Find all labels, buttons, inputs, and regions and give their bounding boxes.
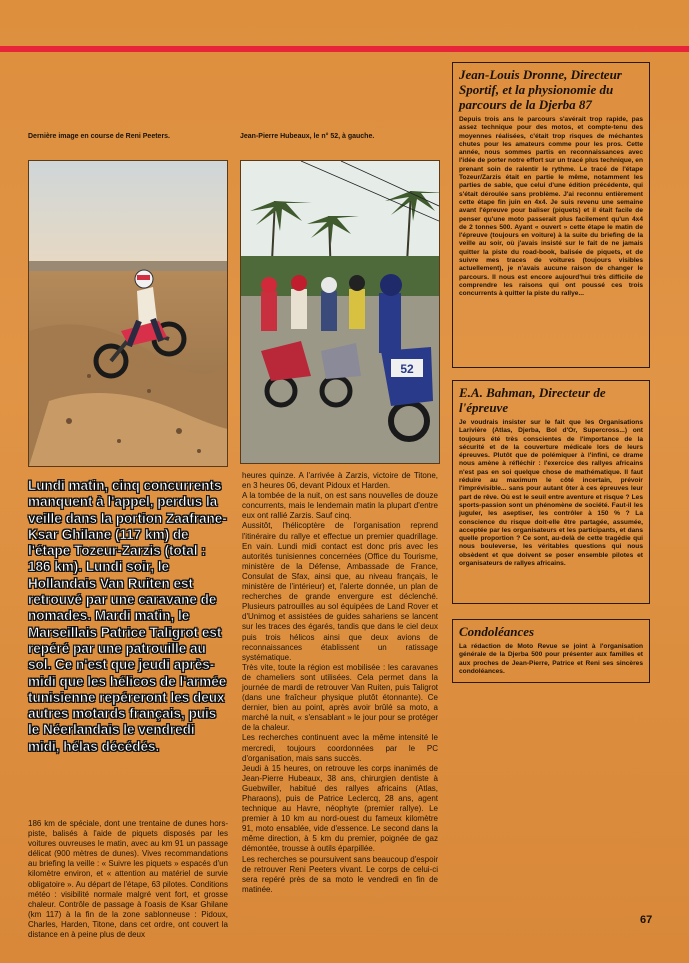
- bahman-text: Je voudrais insister sur le fait que les Organisations Larivière (Atlas, Djerba, Bol d'Or, Supercross...) ont toujours été très conscientes de l'importance de la sécurité et de la couverture médicale lors de leurs épreuves. Plutôt que de polémiquer à l'infini, ce drame nous amène à réfléchir : l'exercice des rallyes africains n'est pas en soi quelque chose de mathématique. Il faut réduire au maximum le côté incertain, prévoir l'imprévisible... sans pour autant ôter à ces épreuves leur part de rêve. Où est le seuil entre aventure et risque ? Les sports-passion sont un phénomène de société. Faut-il les juguler, les aseptiser, les contrôler à 150 % ? La conscience du risque doit-elle être partagée, assumée, acceptée par les organisateurs et les participants, et dans quelle proportion ? Ce sont, au-delà de cette tragédie qui nous bouleverse, les véritables questions qui nous obsèdent et que doivent se poser ensemble pilotes et organisateurs de rallyes africains.: [459, 419, 643, 568]
- photo-riders-start: [240, 160, 440, 464]
- col2-paragraph-5: Les recherches continuent avec la même intensité le mercredi, toujours coordonnées par le PC d'organisation, mais sans succès.: [242, 733, 438, 763]
- page-number: 67: [640, 914, 653, 926]
- desert-rider-illustration: [29, 161, 227, 466]
- body-column-1: [28, 819, 228, 940]
- top-red-rule: [0, 46, 689, 52]
- condoleances-title: Condoléances: [459, 624, 535, 639]
- col2-paragraph-7: Les recherches se poursuivent sans beaucoup d'espoir de retrouver Reni Peeters vivant. Le corps de celui-ci sera repéré près de sa moto le vendredi en fin de matinée.: [242, 854, 438, 894]
- riders-group-illustration: [241, 161, 439, 463]
- sidebar-box-condoleances: [452, 619, 650, 683]
- body-column-2: [242, 471, 438, 895]
- race-bib-number: 52: [400, 362, 414, 376]
- dronne-text: Depuis trois ans le parcours s'avérait trop rapide, pas assez technique pour des motos, et compte-tenu des moyennes réalisées, c'était trop risques de méchantes chutes pour les amateurs comme pour les pros. Cette année, nous sommes partis en reconnaissances avec l'idée de porter notre effort sur un tracé plus technique, en prenant soin de ralentir le rythme. Le tracé de l'étape Tozeur/Zarzis était en partie le même, notamment les parties de sable, que celui d'une édition précédente, qui s'était déroulée sans problème. J'ai reconnu entièrement cette étape fin juin en 4x4. Je suis revenu une semaine avant l'épreuve pour baliser (piquets) et il était facile de penser qu'une moto passerait plus facilement qu'un 4x4 de 2 tonnes 500. Ayant « ouvert » cette étape le matin de l'épreuve (toujours en voiture) à la suite du briefing de la veille au soir, où j'avais insisté sur le fait de ne jamais quitter la piste du road-book, balisée de piquets, et de suivre mes traces de voitures (toujours visibles actuellement), je n'avais aucune raison de changer le parcours. Il nous est encore aujourd'hui très difficile de comprendre les raisons qui ont poussé ces trois concurrents à quitter la piste du rallye...: [459, 116, 643, 298]
- photo-desert-rider: [28, 160, 228, 467]
- col2-paragraph-3: Aussitôt, l'hélicoptère de l'organisation reprend l'itinéraire du rallye et effectue un premier quadrillage. En vain. Lundi midi contact est donc pris avec les autorités tunisiennes concernées (Office du Tourisme, ministère de la Défense, Ambassade de France, Consulat de Sfax, ainsi que, au niveau français, le ministère de l'intérieur) et, l'alerte donnée, un plan de recherches de grande envergure est déclenché. Plusieurs patrouilles au sol équipées de Land Rover et d'Unimog et assistées de guides sahariens se lancent sur les traces des égarés, tandis que dans le ciel deux puis trois hélicos ainsi que deux avions de reconnaissances établissent un ratissage systématique.: [242, 521, 438, 662]
- col2-paragraph-2: A la tombée de la nuit, on est sans nouvelles de douze concurrents, mais le lendemain matin la plupart d'entre eux ont rallié Zarzis. Sauf cinq.: [242, 491, 438, 521]
- lead-paragraph: Lundi matin, cinq concurrents manquent à l'appel, perdus la veille dans la portion Zaafrane-Ksar Ghilane (117 km) de l'étape Tozeur-Zarzis (total : 186 km). Lundi soir, le Hollandais Van Ruiten est retrouvé par une caravane de nomades. Mardi matin, le Marseillais Patrice Taligrot est repéré par une patrouille au sol. Ce n'est que jeudi après-midi que les hélicos de l'armée tunisienne repéreront les deux autres motards français, puis le Néerlandais le vendredi midi, hélas décédés.: [28, 478, 227, 754]
- col2-paragraph-6: Jeudi à 15 heures, on retrouve les corps inanimés de Jean-Pierre Hubeaux, 38 ans, chirurgien dentiste à Guebwiller, habitué des rallyes africains (Atlas, Pharaons), puis de Patrice Leclercq, 28 ans, agent technique au Havre, néophyte (premier rallye). Le premier à 10 km au nord-ouest du fameux kilomètre 91, moto ensablée, vide d'essence. Le second dans la même direction, à 5 km du premier, poignée de gaz démontée, trousse à outils éparpillée.: [242, 763, 438, 854]
- caption-left: Dernière image en course de Reni Peeters.: [28, 133, 171, 140]
- col2-paragraph-1: heures quinze. A l'arrivée à Zarzis, victoire de Titone, en 3 heures 06, devant Pidoux et Harden.: [242, 471, 438, 491]
- caption-right: Jean-Pierre Hubeaux, le n° 52, à gauche.: [240, 133, 375, 140]
- sidebar-box-bahman: [452, 380, 650, 604]
- col1-paragraph: 186 km de spéciale, dont une trentaine de dunes hors-piste, balisés à l'aide de piquets disposés par les voitures ouvreuses le matin, avec au km 91 un passage délicat (900 mètres de dunes). Vives recommandations au briefing la veille : « Suivre les piquets » espacés d'un kilomètre environ, et « attention au matériel de survie obligatoire ». Au départ de l'étape, 63 pilotes. Conditions météo : visibilité normale malgré vent fort, et grosse chaleur. Contrôle de passage à l'oasis de Ksar Ghilane (km 117) à la fin de la zone sablonneuse : Pidoux, Charles, Harden, Titone, dans cet ordre, ont couvert la distance en à peine plus de deux: [28, 819, 228, 940]
- bahman-title: E.A. Bahman, Directeur de l'épreuve: [459, 385, 606, 415]
- condoleances-text: La rédaction de Moto Revue se joint à l'organisation générale de la Djerba 500 pour présenter aux familles et aux proches de Jean-Pierre, Patrice et Reni ses sincères condoléances.: [459, 643, 643, 675]
- col2-paragraph-4: Très vite, toute la région est mobilisée : les caravanes de chameliers sont utilisées. Cela permet dans la journée de mardi de retrouver Van Ruiten, puis Taligrot (dans une fraîcheur physique plutôt étonnante). Ce dernier, bien au point, après avoir brûlé sa moto, a marché la nuit, « s'ensablant » le jour pour se protéger de la chaleur.: [242, 662, 438, 733]
- sidebar-box-dronne: [452, 62, 650, 368]
- dronne-title: Jean-Louis Dronne, Directeur Sportif, et la physionomie du parcours de la Djerba 87: [459, 67, 622, 112]
